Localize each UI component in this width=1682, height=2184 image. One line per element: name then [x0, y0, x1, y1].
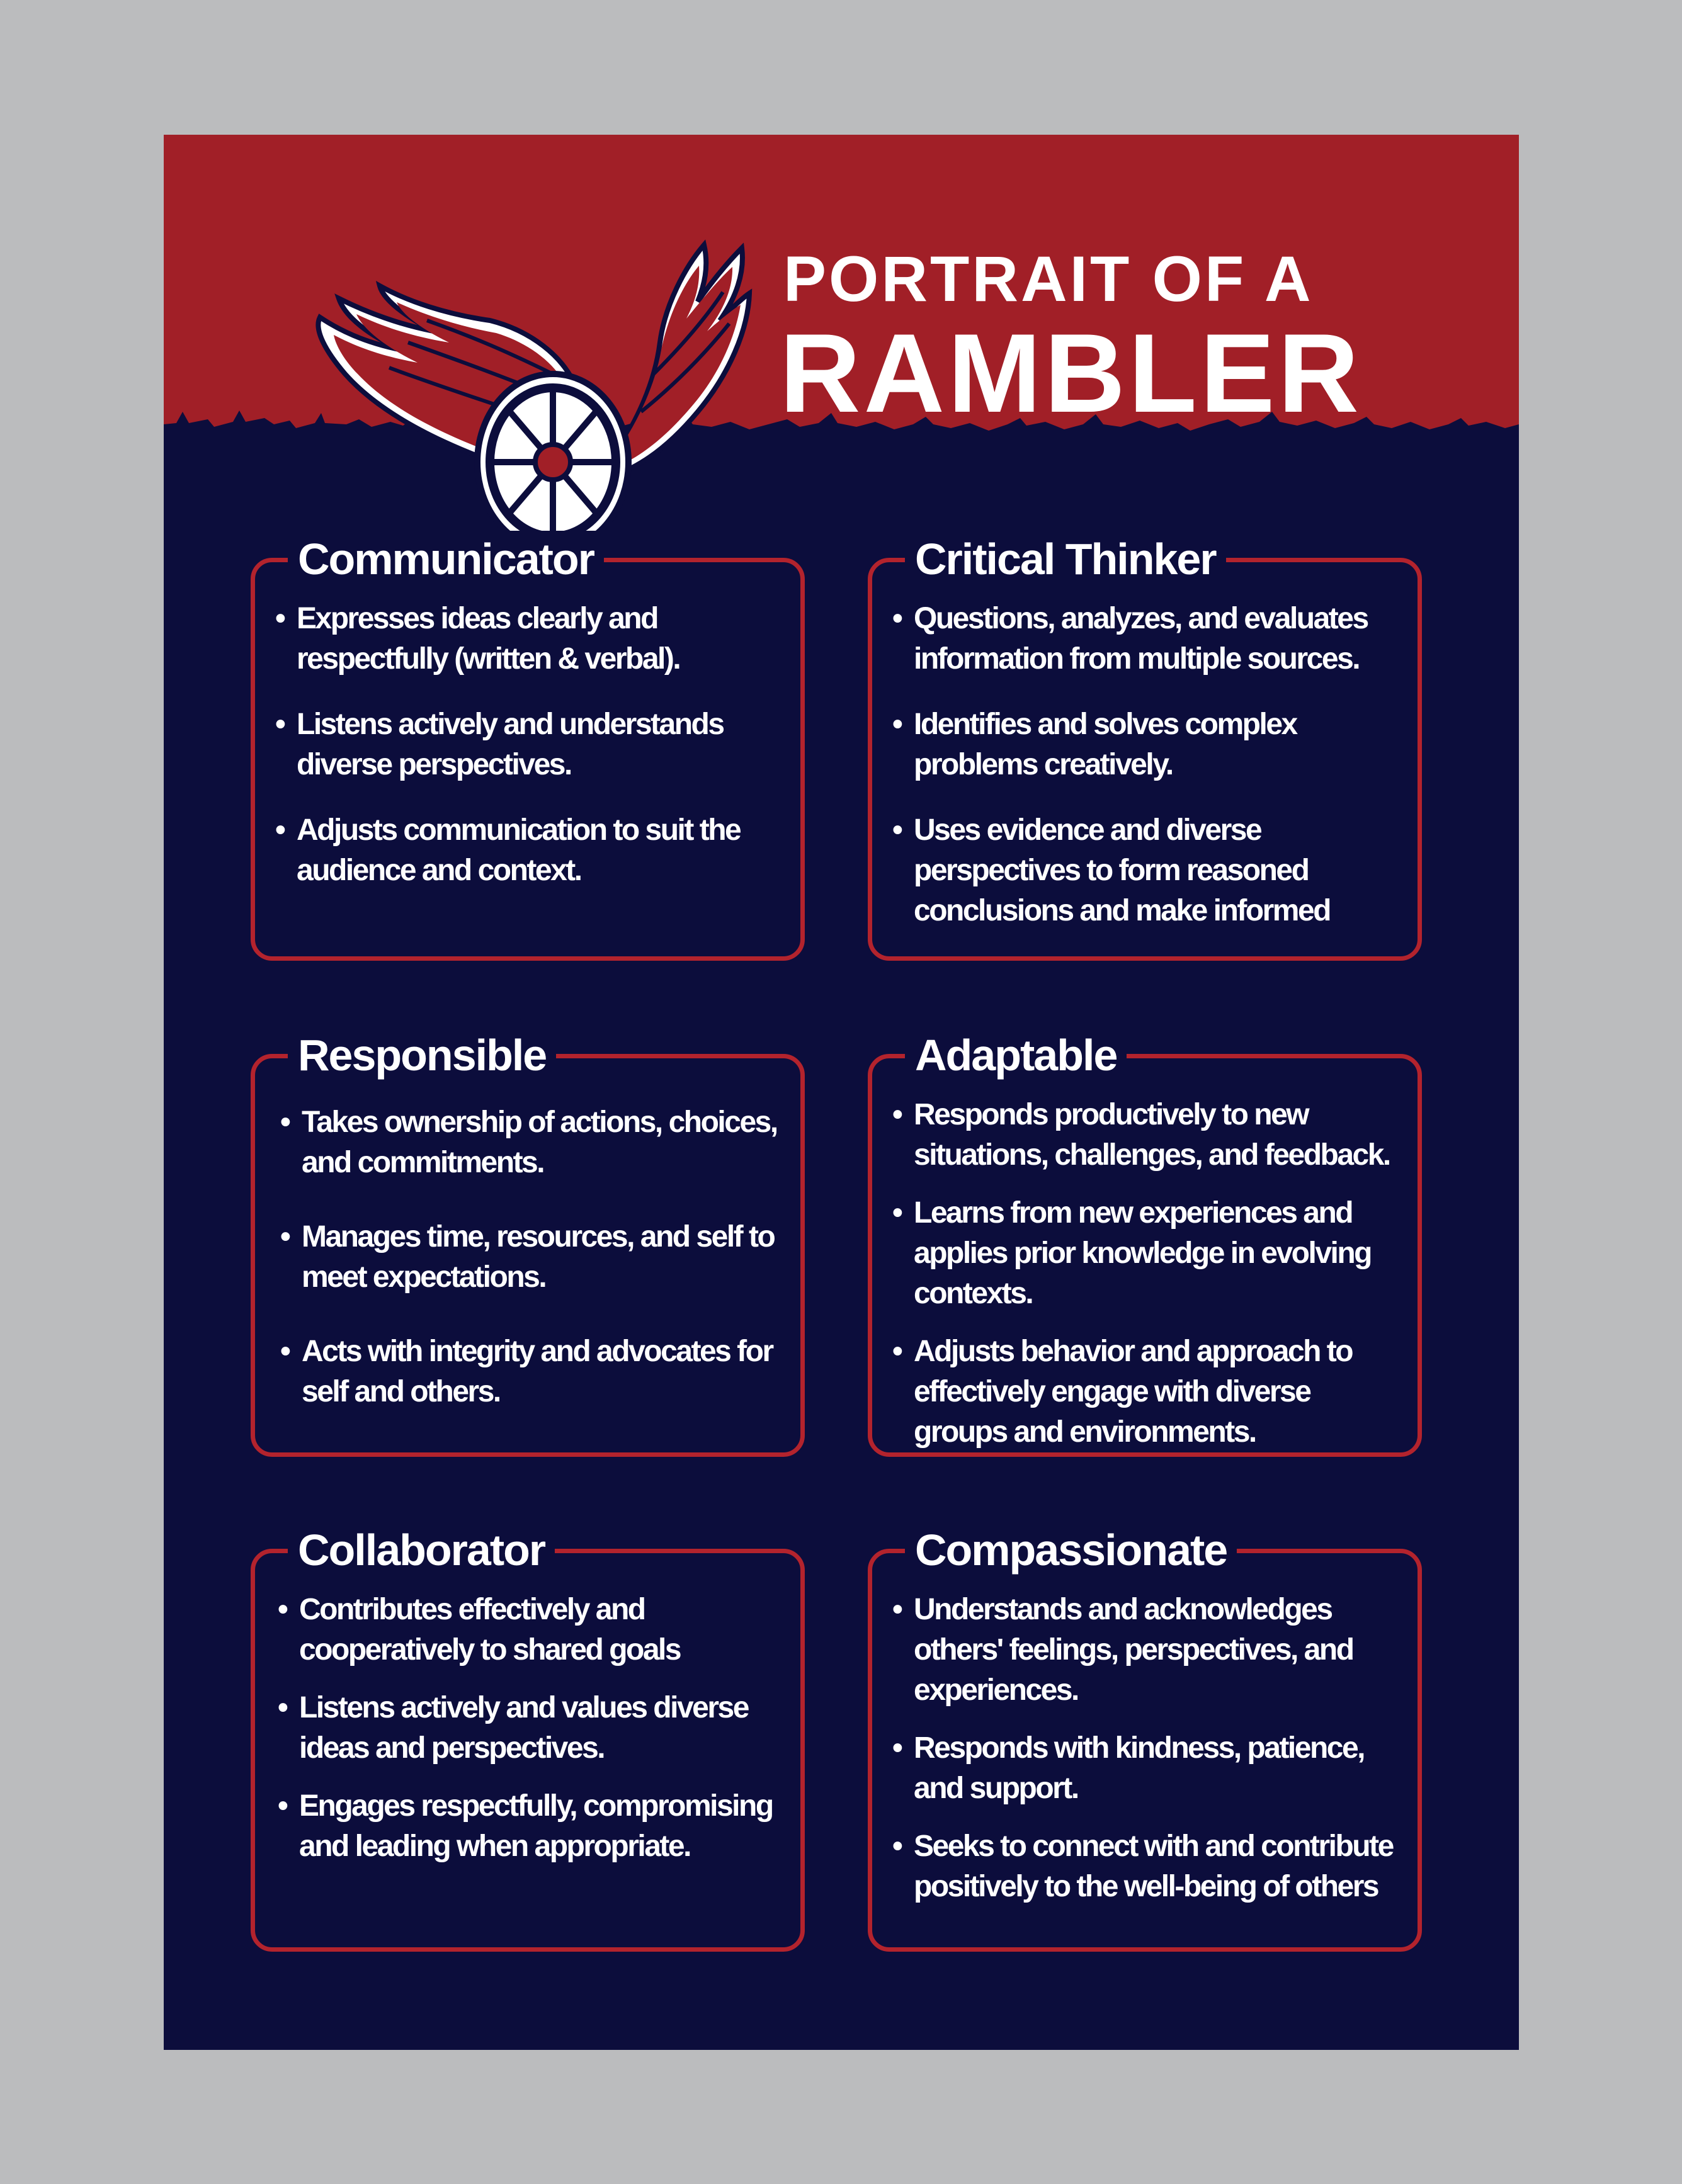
- bullet-icon: •: [275, 708, 285, 741]
- poster: [164, 135, 1519, 2050]
- bullet-icon: •: [280, 1220, 290, 1253]
- card-adaptable: [868, 1031, 1422, 1457]
- list-item: • Uses evidence and diverse perspectives to form reasoned conclusions and make informed: [892, 810, 1405, 931]
- list-item: • Expresses ideas clearly and respectfully (written & verbal).: [275, 599, 788, 679]
- bullet-icon: •: [892, 1335, 902, 1368]
- list-item: • Takes ownership of actions, choices, and commitments.: [280, 1102, 788, 1183]
- bullet-icon: •: [278, 1789, 287, 1823]
- card-heading: Responsible: [288, 1027, 556, 1084]
- card-list: [280, 1102, 788, 1437]
- bullet-icon: •: [892, 1593, 902, 1626]
- title-line-1: PORTRAIT OF A: [783, 243, 1314, 315]
- bullet-icon: •: [275, 813, 285, 847]
- card-list: [275, 599, 788, 916]
- list-item: • Responds productively to new situations, challenges, and feedback.: [892, 1095, 1405, 1175]
- bullet-icon: •: [892, 813, 902, 847]
- list-item: • Listens actively and understands diverse perspectives.: [275, 704, 788, 785]
- card-list: [278, 1590, 788, 1892]
- card-collaborator: [251, 1525, 805, 1952]
- card-heading: Critical Thinker: [905, 531, 1226, 587]
- list-item: • Engages respectfully, compromising and leading when appropriate.: [278, 1786, 788, 1867]
- bullet-icon: •: [892, 708, 902, 741]
- bullet-icon: •: [892, 1098, 902, 1131]
- list-item: • Understands and acknowledges others' feelings, perspectives, and experiences.: [892, 1590, 1405, 1711]
- bullet-icon: •: [280, 1335, 290, 1368]
- list-item: • Contributes effectively and cooperatively to shared goals: [278, 1590, 788, 1670]
- winged-wheel-icon: [301, 185, 754, 563]
- card-heading: Collaborator: [288, 1522, 555, 1578]
- card-critical-thinker: [868, 535, 1422, 961]
- bullet-icon: •: [892, 1830, 902, 1863]
- bullet-icon: •: [892, 1196, 902, 1230]
- bullet-icon: •: [275, 602, 285, 635]
- list-item: • Learns from new experiences and applies prior knowledge in evolving contexts.: [892, 1193, 1405, 1314]
- bullet-icon: •: [892, 1731, 902, 1765]
- list-item: • Listens actively and values diverse ideas and perspectives.: [278, 1688, 788, 1768]
- list-item: • Adjusts communication to suit the audience and context.: [275, 810, 788, 891]
- list-item: • Questions, analyzes, and evaluates information from multiple sources.: [892, 599, 1405, 679]
- bullet-icon: •: [280, 1106, 290, 1139]
- bullet-icon: •: [278, 1691, 287, 1724]
- card-list: [892, 1590, 1405, 1932]
- list-item: • Identifies and solves complex problems creatively.: [892, 704, 1405, 785]
- bullet-icon: •: [278, 1593, 287, 1626]
- list-item: • Seeks to connect with and contribute positively to the well-being of others: [892, 1826, 1405, 1907]
- card-list: [892, 1095, 1405, 1478]
- list-item: • Acts with integrity and advocates for self and others.: [280, 1332, 788, 1412]
- card-compassionate: [868, 1525, 1422, 1952]
- card-heading: Adaptable: [905, 1027, 1127, 1084]
- card-communicator: [251, 535, 805, 961]
- list-item: • Manages time, resources, and self to meet expectations.: [280, 1217, 788, 1298]
- card-heading: Compassionate: [905, 1522, 1237, 1578]
- list-item: • Responds with kindness, patience, and support.: [892, 1728, 1405, 1809]
- list-item: • Adjusts behavior and approach to effectively engage with diverse groups and environments.: [892, 1332, 1405, 1452]
- card-list: [892, 599, 1405, 956]
- title-line-2: RAMBLER: [780, 310, 1362, 436]
- card-heading: Communicator: [288, 531, 604, 587]
- card-responsible: [251, 1031, 805, 1457]
- bullet-icon: •: [892, 602, 902, 635]
- wheel-icon: [477, 374, 628, 550]
